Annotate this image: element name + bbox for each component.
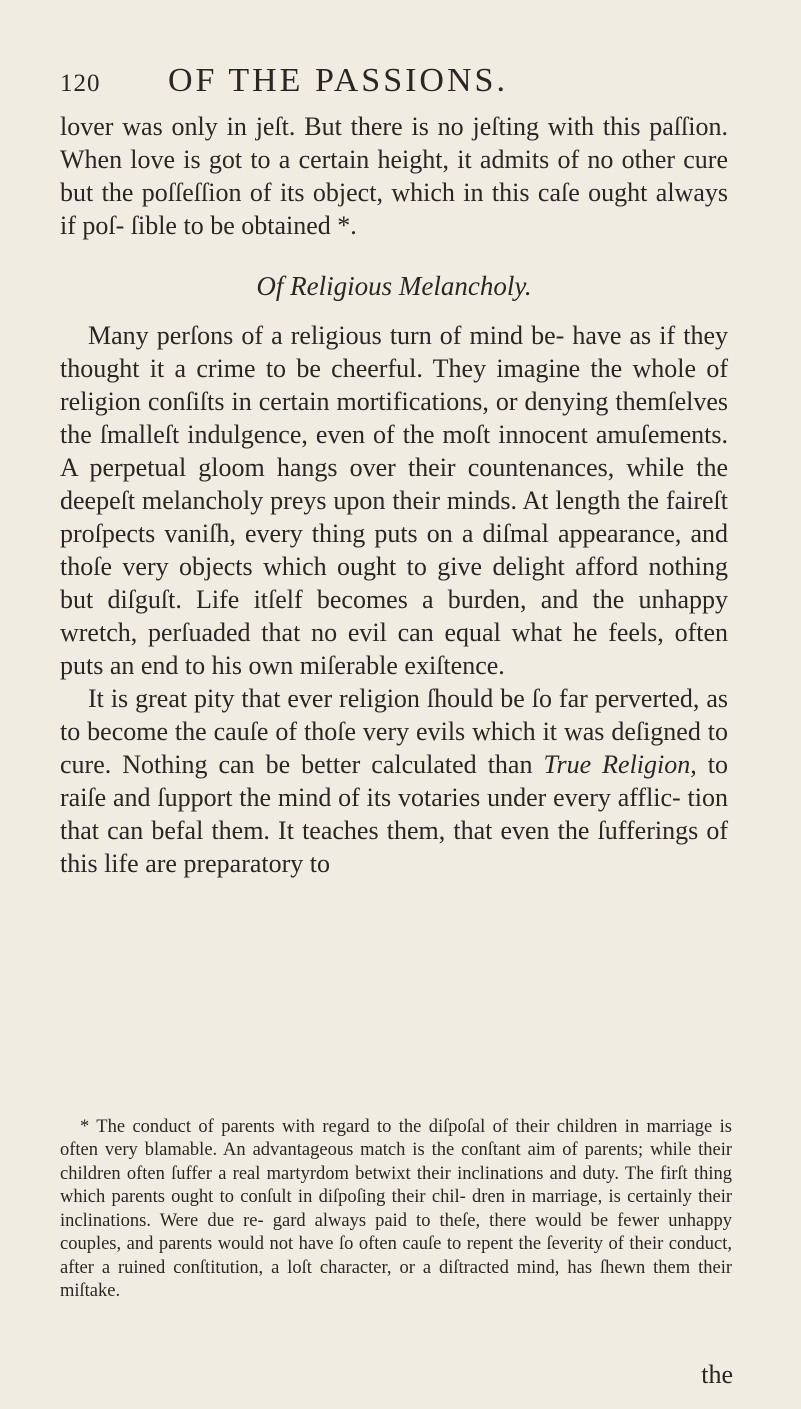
footnote: * The conduct of parents with regard to the diſpoſal of their children in marriage is often very blamable. An advantageous match is the conſtant aim of parents; while their children often ſuffer a real martyrdom betwixt their inclinations and duty. The firſt thing which parents ought to conſult in diſpoſing their chil- dren in marriage, is certainly their inclinations. Were due re- gard always paid to theſe, there would be fewer unhappy couples, and parents would not have ſo often cauſe to repent the ſeverity of their conduct, after a ruined conſtitution, a loſt character, or a diſtracted mind, has ſhewn them their miſtake. xyxy=(60,1116,732,1301)
paragraph xyxy=(60,682,728,880)
paragraph-text: to raiſe and ſupport the mind of its votaries under every afflic- tion that can befal them. It teaches them, that even the ſufferings of this life are preparatory to xyxy=(60,750,728,878)
paragraph-text: It is great pity that ever religion ſhould be ſo far perverted, as to become the cauſe of thoſe very evils which it was deſigned to cure. Nothing can be better calculated than xyxy=(60,684,728,779)
main-text xyxy=(60,110,728,880)
italic-phrase: True Religion, xyxy=(543,750,697,779)
page-number: 120 xyxy=(60,70,101,97)
running-head: OF THE PASSIONS. xyxy=(168,62,508,99)
page-header xyxy=(60,62,740,102)
section-heading: Of Religious Melancholy. xyxy=(256,271,532,301)
opening-paragraph: lover was only in jeſt. But there is no jeſting with this paſſion. When love is got to a certain height, it admits of no other cure but the poſſeſſion of its object, which in this caſe ought always if poſ- ſible to be obtained *. xyxy=(60,112,728,240)
catchword: the xyxy=(701,1360,733,1389)
paragraph: Many perſons of a religious turn of mind be- have as if they thought it a crime to be cheerful. They imagine the whole of religion conſiſts in certain mortifications, or denying themſelves the ſmalleſt indulgence, even of the moſt innocent amuſements. A perpetual gloom hangs over their countenances, while the deepeſt melancholy preys upon their minds. At length the faireſt proſpects vaniſh, every thing puts on a diſmal appearance, and thoſe very objects which ought to give delight afford nothing but diſguſt. Life itſelf becomes a burden, and the unhappy wretch, perſuaded that no evil can equal what he feels, often puts an end to his own miſerable exiſtence. xyxy=(60,321,728,680)
